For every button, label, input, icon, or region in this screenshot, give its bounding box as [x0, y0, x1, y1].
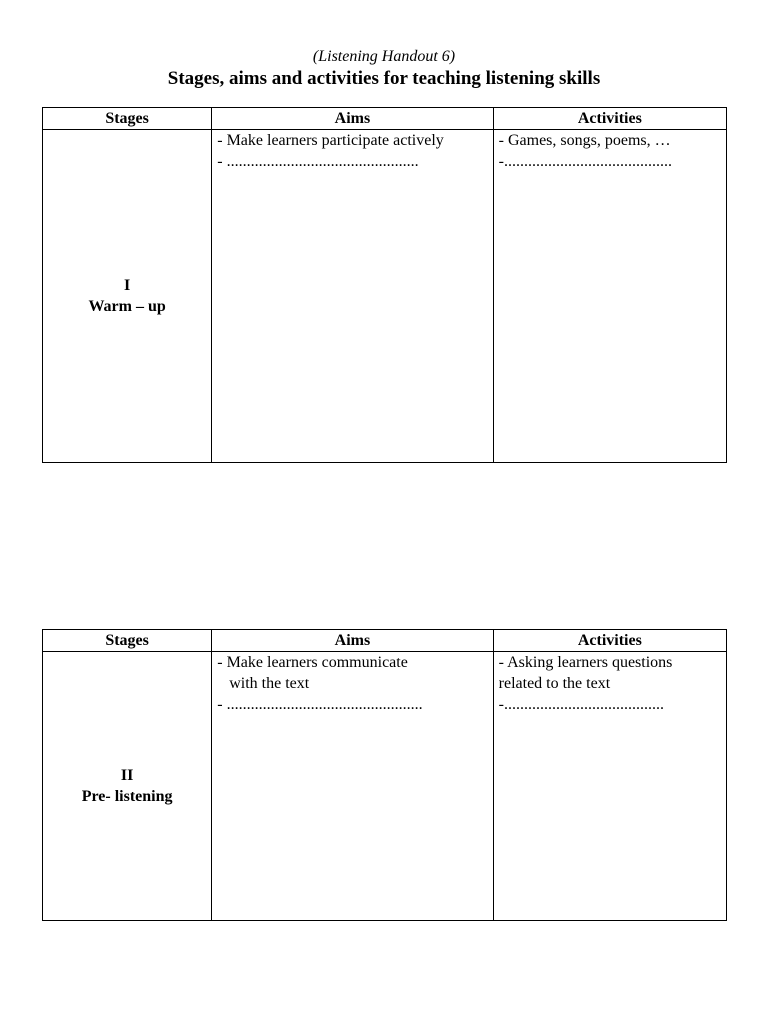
aim-item: - Make learners communicate: [217, 654, 408, 671]
stage-cell: [43, 652, 212, 921]
stage-numeral: I: [124, 277, 131, 294]
aims-cell: [212, 652, 493, 921]
header-activities: Activities: [493, 108, 726, 130]
activities-cell: [493, 652, 726, 921]
aims-cell: [212, 130, 493, 463]
table-row: [43, 652, 727, 921]
stage-table-warm-up: [42, 107, 727, 463]
table-header-row: [43, 630, 727, 652]
activity-item: -........................................: [498, 696, 664, 713]
table-row: [43, 130, 727, 463]
activities-cell: [493, 130, 726, 463]
activity-item: - Asking learners questions: [498, 654, 673, 671]
stage-name: Pre- listening: [81, 788, 173, 805]
activity-item: - Games, songs, poems, …: [498, 132, 671, 149]
header-stages: Stages: [43, 630, 212, 652]
handout-label: (Listening Handout 6): [312, 48, 456, 65]
aim-item: - Make learners participate actively: [217, 132, 444, 149]
stage-name: Warm – up: [88, 298, 166, 315]
aim-item: - .................................................: [217, 696, 423, 713]
stage-numeral: II: [120, 767, 134, 784]
stage-cell: [43, 130, 212, 463]
page-title: Stages, aims and activities for teaching listening skills: [167, 68, 601, 89]
aim-item: with the text: [217, 675, 310, 692]
header-aims: Aims: [212, 108, 493, 130]
header-stages: Stages: [43, 108, 212, 130]
activity-item: related to the text: [498, 675, 611, 692]
stage-table-pre-listening: [42, 629, 727, 921]
aim-item: - ................................................: [217, 153, 419, 170]
header-aims: Aims: [212, 630, 493, 652]
header-activities: Activities: [493, 630, 726, 652]
activity-item: -..........................................: [498, 153, 672, 170]
table-header-row: [43, 108, 727, 130]
